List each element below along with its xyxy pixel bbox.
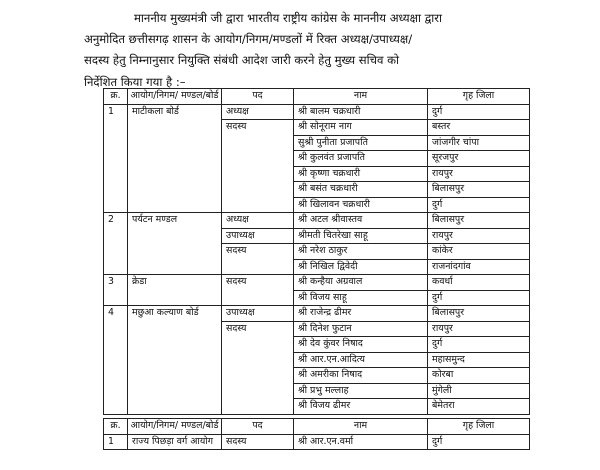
table-row [104, 337, 530, 353]
cell-post [222, 399, 294, 415]
table-row [104, 275, 530, 291]
cell-org [128, 135, 222, 151]
cell-name: श्री देव कुंवर निषाद [294, 337, 428, 353]
header-org: आयोग/निगम/ मण्डल/बोर्ड [128, 419, 222, 435]
intro-line-2: अनुमोदित छत्तीसगढ़ शासन के आयोग/निगम/मण्डलों में रिक्त अध्यक्ष/उपाध्यक्ष/ [84, 32, 413, 47]
cell-post [222, 368, 294, 384]
cell-org: क्रेडा [128, 275, 222, 291]
cell-org [128, 383, 222, 399]
cell-post [222, 182, 294, 198]
header-district: गृह जिला [428, 419, 530, 435]
cell-district: रायपुर [428, 166, 530, 182]
cell-org [128, 244, 222, 260]
cell-district: मुंगेली [428, 383, 530, 399]
cell-name: श्री दिनेश फुटान [294, 321, 428, 337]
cell-sr [104, 383, 128, 399]
cell-post: सदस्य [222, 244, 294, 260]
header-sr: क्र. [104, 419, 128, 435]
cell-org [128, 368, 222, 384]
table-row [104, 352, 530, 368]
cell-org [128, 259, 222, 275]
cell-sr [104, 352, 128, 368]
cell-sr [104, 290, 128, 306]
table-row [104, 321, 530, 337]
cell-name: श्री खिलावन चक्रधारी [294, 197, 428, 213]
table-row [104, 383, 530, 399]
table-row [104, 368, 530, 384]
cell-district: महासमुन्द [428, 352, 530, 368]
cell-post: सदस्य [222, 434, 294, 450]
cell-name: श्रीमती चितरेखा साहू [294, 228, 428, 244]
cell-district: बिलासपुर [428, 182, 530, 198]
table-row [104, 434, 530, 450]
table-row [104, 290, 530, 306]
intro-line-3: सदस्य हेतु निम्नानुसार नियुक्ति संबंधी आदेश जारी करने हेतु मुख्य सचिव को [84, 53, 399, 68]
cell-district: बस्तर [428, 120, 530, 136]
cell-name: सुश्री पुनीता प्रजापति [294, 135, 428, 151]
cell-post [222, 290, 294, 306]
table-row [104, 151, 530, 167]
cell-district: दुर्ग [428, 337, 530, 353]
cell-district: दुर्ग [428, 290, 530, 306]
intro-paragraph [84, 8, 554, 93]
table-row [104, 182, 530, 198]
cell-district: दुर्ग [428, 197, 530, 213]
cell-org: राज्य पिछड़ा वर्ग आयोग [128, 434, 222, 450]
cell-org [128, 228, 222, 244]
cell-name: श्री अटल श्रीवास्तव [294, 213, 428, 229]
cell-post [222, 337, 294, 353]
cell-district: सूरजपुर [428, 151, 530, 167]
cell-sr [104, 197, 128, 213]
cell-sr [104, 321, 128, 337]
cell-name: श्री कुलवंत प्रजापति [294, 151, 428, 167]
cell-sr [104, 151, 128, 167]
cell-post [222, 135, 294, 151]
cell-org: मछुआ कल्याण बोर्ड [128, 306, 222, 322]
cell-post: उपाध्यक्ष [222, 306, 294, 322]
cell-sr [104, 182, 128, 198]
cell-district: राजनांदगांव [428, 259, 530, 275]
cell-sr [104, 259, 128, 275]
cell-org [128, 290, 222, 306]
cell-sr [104, 244, 128, 260]
cell-name: श्री विजय ढीमर [294, 399, 428, 415]
table-row [104, 244, 530, 260]
header-name: नाम [294, 89, 428, 105]
table-row [104, 166, 530, 182]
cell-org [128, 337, 222, 353]
cell-district: बिलासपुर [428, 213, 530, 229]
cell-post: सदस्य [222, 321, 294, 337]
appointments-table-2 [103, 418, 530, 450]
cell-district: दुर्ग [428, 104, 530, 120]
cell-org [128, 120, 222, 136]
cell-name: श्री निखिल द्विवेदी [294, 259, 428, 275]
cell-name: श्री बसंत चक्रधारी [294, 182, 428, 198]
table-row [104, 259, 530, 275]
cell-sr [104, 337, 128, 353]
cell-name: श्री राजेन्द्र ढीमर [294, 306, 428, 322]
cell-post [222, 352, 294, 368]
cell-sr [104, 135, 128, 151]
cell-org [128, 182, 222, 198]
header-sr: क्र. [104, 89, 128, 105]
cell-district: बिलासपुर [428, 306, 530, 322]
cell-org [128, 352, 222, 368]
table-row [104, 399, 530, 415]
cell-sr [104, 120, 128, 136]
cell-post: अध्यक्ष [222, 213, 294, 229]
cell-post: अध्यक्ष [222, 104, 294, 120]
table-row [104, 135, 530, 151]
cell-org [128, 166, 222, 182]
table-row [104, 228, 530, 244]
header-post: पद [222, 419, 294, 435]
cell-name: श्री कन्हैया अग्रवाल [294, 275, 428, 291]
cell-org [128, 151, 222, 167]
intro-line-1: माननीय मुख्यमंत्री जी द्वारा भारतीय राष्ट्रीय कांग्रेस के माननीय अध्यक्षा द्वारा [134, 11, 443, 25]
cell-name: श्री नरेश ठाकुर [294, 244, 428, 260]
cell-sr [104, 228, 128, 244]
cell-district: दुर्ग [428, 434, 530, 450]
cell-sr [104, 399, 128, 415]
cell-name: श्री विजय साहू [294, 290, 428, 306]
appointments-table-1 [103, 88, 530, 415]
cell-district: बेमेतरा [428, 399, 530, 415]
cell-district: रायपुर [428, 228, 530, 244]
table-row [104, 213, 530, 229]
cell-post [222, 197, 294, 213]
table-row [104, 120, 530, 136]
cell-district: रायपुर [428, 321, 530, 337]
cell-district: कवर्धा [428, 275, 530, 291]
cell-post: सदस्य [222, 120, 294, 136]
cell-org [128, 197, 222, 213]
cell-post: सदस्य [222, 275, 294, 291]
table-row [104, 104, 530, 120]
cell-name: श्री बालम चक्रधारी [294, 104, 428, 120]
cell-district: कांकेर [428, 244, 530, 260]
cell-sr [104, 368, 128, 384]
cell-name: श्री आर.एन.आदित्य [294, 352, 428, 368]
table-header-row [104, 89, 530, 105]
cell-org [128, 399, 222, 415]
cell-district: कोरबा [428, 368, 530, 384]
cell-name: श्री अमरीका निषाद [294, 368, 428, 384]
cell-org: पर्यटन मण्डल [128, 213, 222, 229]
cell-name: श्री आर.एन.वर्मा [294, 434, 428, 450]
cell-district: जांजगीर चांपा [428, 135, 530, 151]
cell-name: श्री प्रभु मल्लाह [294, 383, 428, 399]
header-post: पद [222, 89, 294, 105]
cell-org [128, 321, 222, 337]
cell-sr: 4 [104, 306, 128, 322]
cell-name: श्री कृष्णा चक्रधारी [294, 166, 428, 182]
cell-name: श्री सोनूराम नाग [294, 120, 428, 136]
intro-line-4: निर्देशित किया गया है :– [84, 74, 186, 89]
cell-post [222, 383, 294, 399]
table-header-row [104, 419, 530, 435]
header-org: आयोग/निगम/ मण्डल/बोर्ड [128, 89, 222, 105]
cell-sr: 1 [104, 434, 128, 450]
cell-org: माटीकला बोर्ड [128, 104, 222, 120]
cell-post [222, 259, 294, 275]
cell-sr [104, 166, 128, 182]
cell-post [222, 151, 294, 167]
header-name: नाम [294, 419, 428, 435]
cell-sr: 2 [104, 213, 128, 229]
cell-sr: 3 [104, 275, 128, 291]
cell-post [222, 166, 294, 182]
cell-sr: 1 [104, 104, 128, 120]
cell-post: उपाध्यक्ष [222, 228, 294, 244]
table-row [104, 306, 530, 322]
header-district: गृह जिला [428, 89, 530, 105]
table-row [104, 197, 530, 213]
